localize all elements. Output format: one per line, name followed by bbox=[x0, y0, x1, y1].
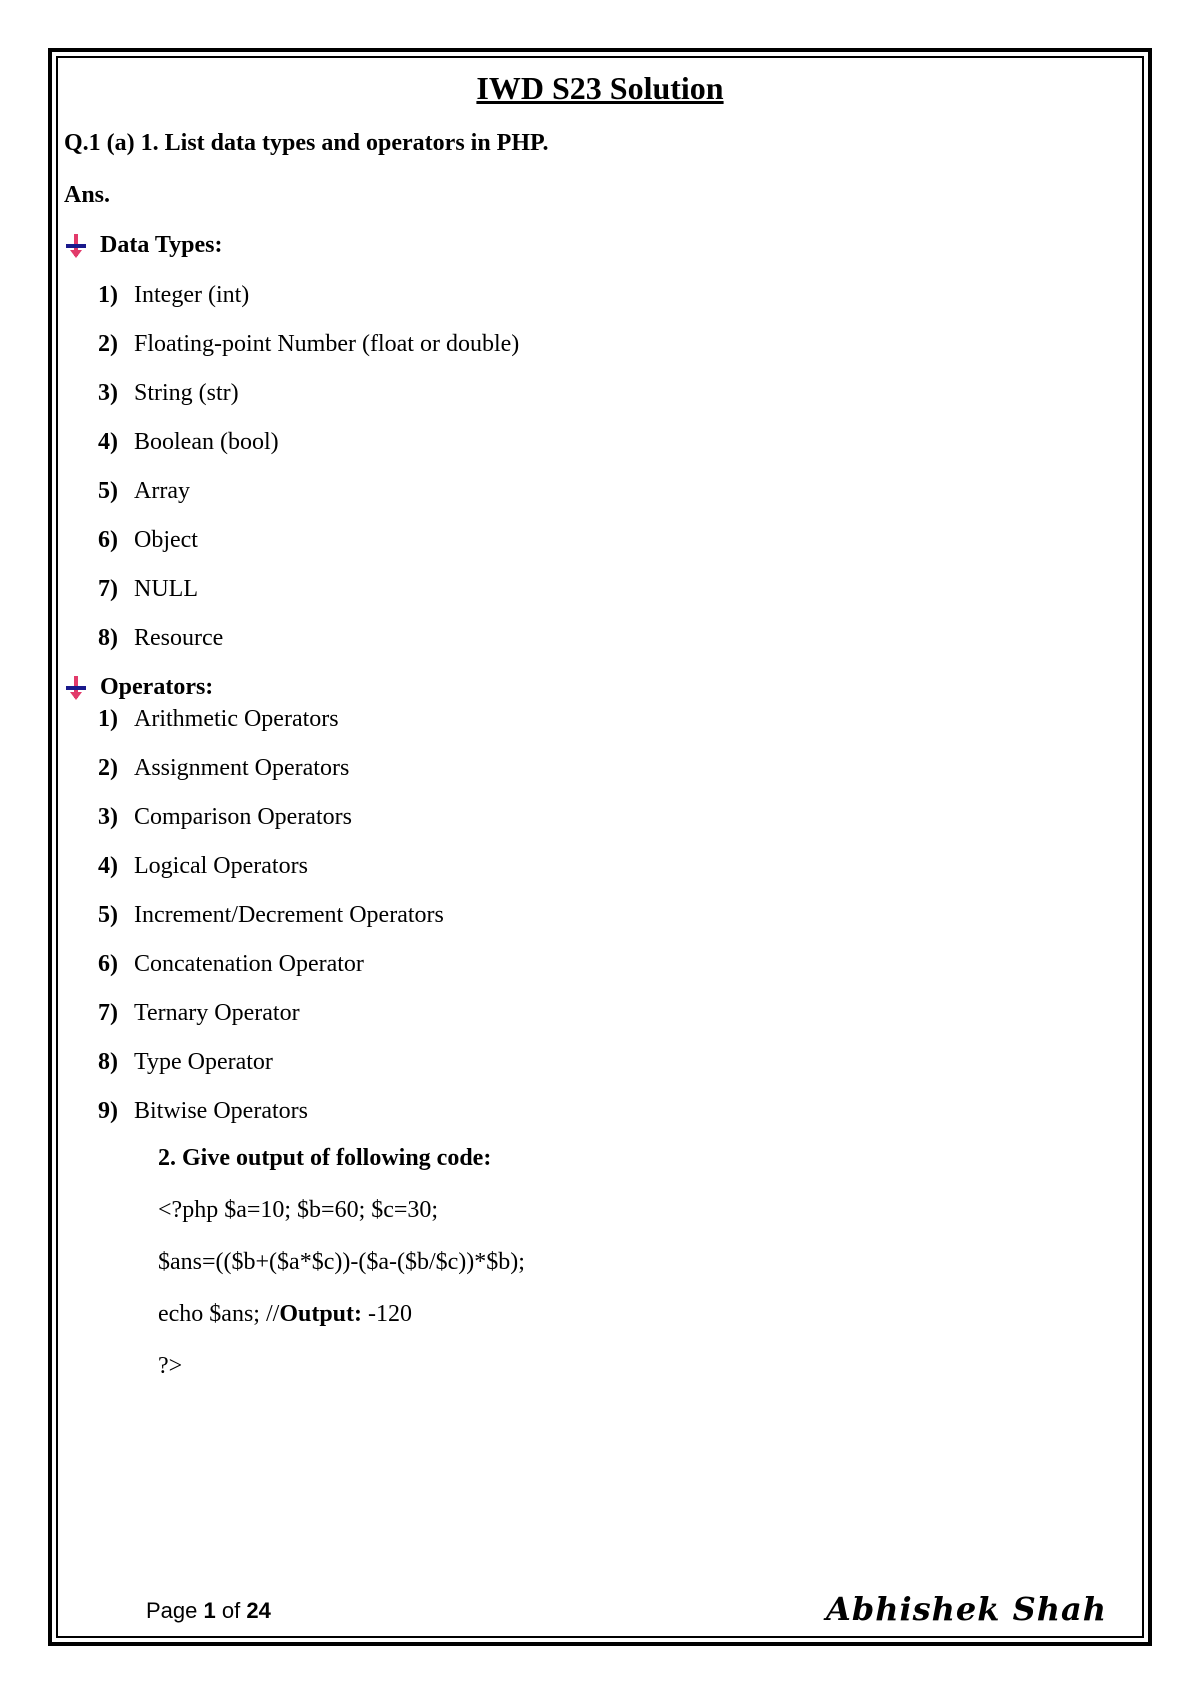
code-line-3: echo $ans; //Output: -120 bbox=[158, 1301, 412, 1327]
output-value: -120 bbox=[362, 1301, 412, 1327]
list-item: 8) Type Operator bbox=[98, 1049, 273, 1075]
list-item: 6) Concatenation Operator bbox=[98, 951, 364, 977]
list-item: 3) Comparison Operators bbox=[98, 804, 352, 830]
output-label: Output: bbox=[279, 1301, 362, 1327]
page-number: Page 1 of 24 bbox=[146, 1598, 271, 1623]
list-item: 7) Ternary Operator bbox=[98, 1000, 300, 1026]
question-2-heading: 2. Give output of following code: bbox=[158, 1145, 492, 1171]
bullet-arrow-icon bbox=[64, 676, 88, 700]
author-signature: Abhishek Shah bbox=[826, 1590, 1107, 1628]
operators-heading-label: Operators: bbox=[100, 674, 214, 700]
answer-label: Ans. bbox=[64, 182, 111, 208]
list-item: 9) Bitwise Operators bbox=[98, 1098, 308, 1124]
code-line-4: ?> bbox=[158, 1353, 183, 1379]
code-line-2: $ans=(($b+($a*$c))-($a-($b/$c))*$b); bbox=[158, 1249, 525, 1275]
list-item: 5) Array bbox=[98, 478, 190, 504]
list-item: 4) Boolean (bool) bbox=[98, 429, 279, 455]
list-item: 4) Logical Operators bbox=[98, 853, 308, 879]
list-item: 2) Assignment Operators bbox=[98, 755, 350, 781]
list-item: 1) Integer (int) bbox=[98, 282, 250, 308]
list-item: 5) Increment/Decrement Operators bbox=[98, 902, 444, 928]
list-item: 2) Floating-point Number (float or double) bbox=[98, 331, 520, 357]
list-item: 7) NULL bbox=[98, 576, 198, 602]
document-title: IWD S23 Solution bbox=[476, 70, 724, 106]
question-heading: Q.1 (a) 1. List data types and operators in PHP. bbox=[64, 130, 549, 156]
list-item: 1) Arithmetic Operators bbox=[98, 706, 339, 732]
data-types-heading-label: Data Types: bbox=[100, 232, 223, 258]
list-item: 6) Object bbox=[98, 527, 198, 553]
data-types-heading bbox=[64, 232, 222, 259]
list-item: 3) String (str) bbox=[98, 380, 239, 406]
list-item: 8) Resource bbox=[98, 625, 224, 651]
code-line-1: <?php $a=10; $b=60; $c=30; bbox=[158, 1197, 439, 1223]
bullet-arrow-icon bbox=[64, 234, 88, 258]
operators-heading bbox=[64, 674, 213, 701]
